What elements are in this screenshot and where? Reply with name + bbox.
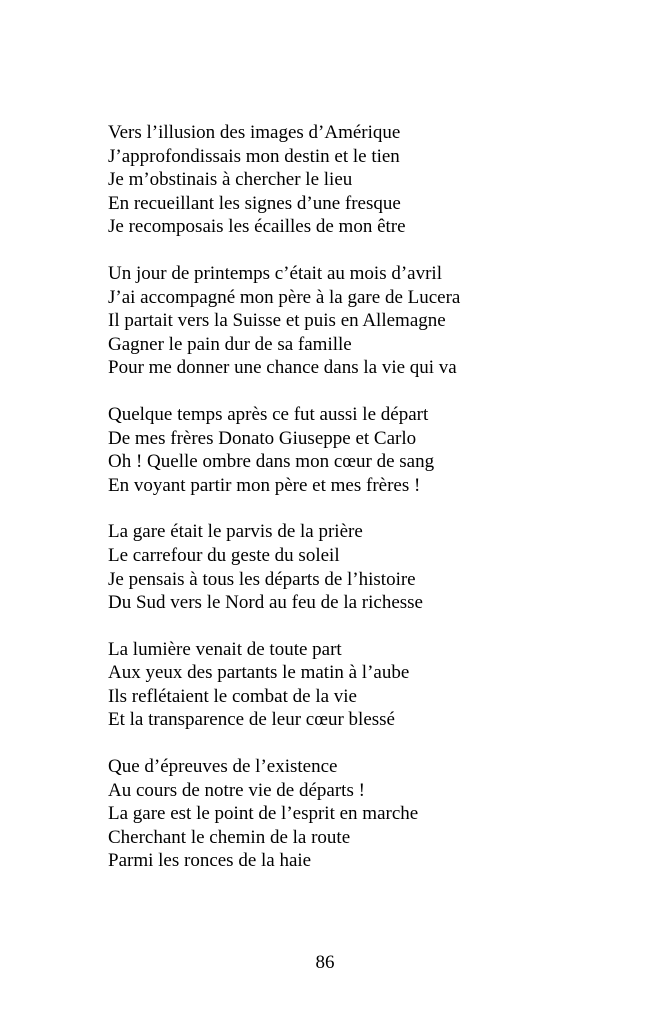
poem-line: Je pensais à tous les départs de l’histoire — [108, 568, 416, 590]
stanza-6 — [108, 755, 608, 873]
poem-line: Et la transparence de leur cœur blessé — [108, 709, 395, 731]
poem-line: J’ai accompagné mon père à la gare de Lucera — [108, 286, 461, 308]
poem-line: La gare est le point de l’esprit en marche — [108, 803, 419, 825]
stanza-4 — [108, 520, 608, 614]
poem-line: Quelque temps après ce fut aussi le départ — [108, 403, 429, 425]
poem-line: Vers l’illusion des images d’Amérique — [108, 122, 401, 143]
poem-line: Il partait vers la Suisse et puis en Allemagne — [108, 310, 446, 332]
poem-line: Cherchant le chemin de la route — [108, 826, 351, 848]
stanza-3 — [108, 403, 608, 497]
poem-line: Que d’épreuves de l’existence — [108, 756, 338, 778]
poem-line: Pour me donner une chance dans la vie qui va — [108, 357, 457, 379]
page-number: 86 — [315, 952, 335, 973]
poem-line: De mes frères Donato Giuseppe et Carlo — [108, 427, 417, 449]
stanza-2 — [108, 262, 608, 380]
poem-line: Le carrefour du geste du soleil — [108, 544, 340, 566]
stanza-5 — [108, 638, 608, 732]
poem-line: Aux yeux des partants le matin à l’aube — [108, 662, 410, 684]
stanza-1 — [108, 121, 608, 239]
poem-line: Oh ! Quelle ombre dans mon cœur de sang — [108, 451, 435, 473]
poem-line: Parmi les ronces de la haie — [108, 850, 312, 872]
poem-line: Je m’obstinais à chercher le lieu — [108, 169, 353, 191]
poem-line: En voyant partir mon père et mes frères ! — [108, 474, 421, 496]
poem-line: Ils reflétaient le combat de la vie — [108, 685, 357, 707]
poem-line: En recueillant les signes d’une fresque — [108, 192, 401, 214]
poem-line: Un jour de printemps c’était au mois d’avril — [108, 262, 442, 284]
poem-line: Du Sud vers le Nord au feu de la richesse — [108, 592, 423, 614]
poem-line: Au cours de notre vie de départs ! — [108, 779, 365, 801]
poem-line: La lumière venait de toute part — [108, 638, 342, 660]
poem — [108, 121, 608, 896]
poem-line: Gagner le pain dur de sa famille — [108, 333, 352, 355]
poem-line: J’approfondissais mon destin et le tien — [108, 145, 400, 167]
poem-line: La gare était le parvis de la prière — [108, 521, 363, 543]
poem-line: Je recomposais les écailles de mon être — [108, 216, 406, 238]
